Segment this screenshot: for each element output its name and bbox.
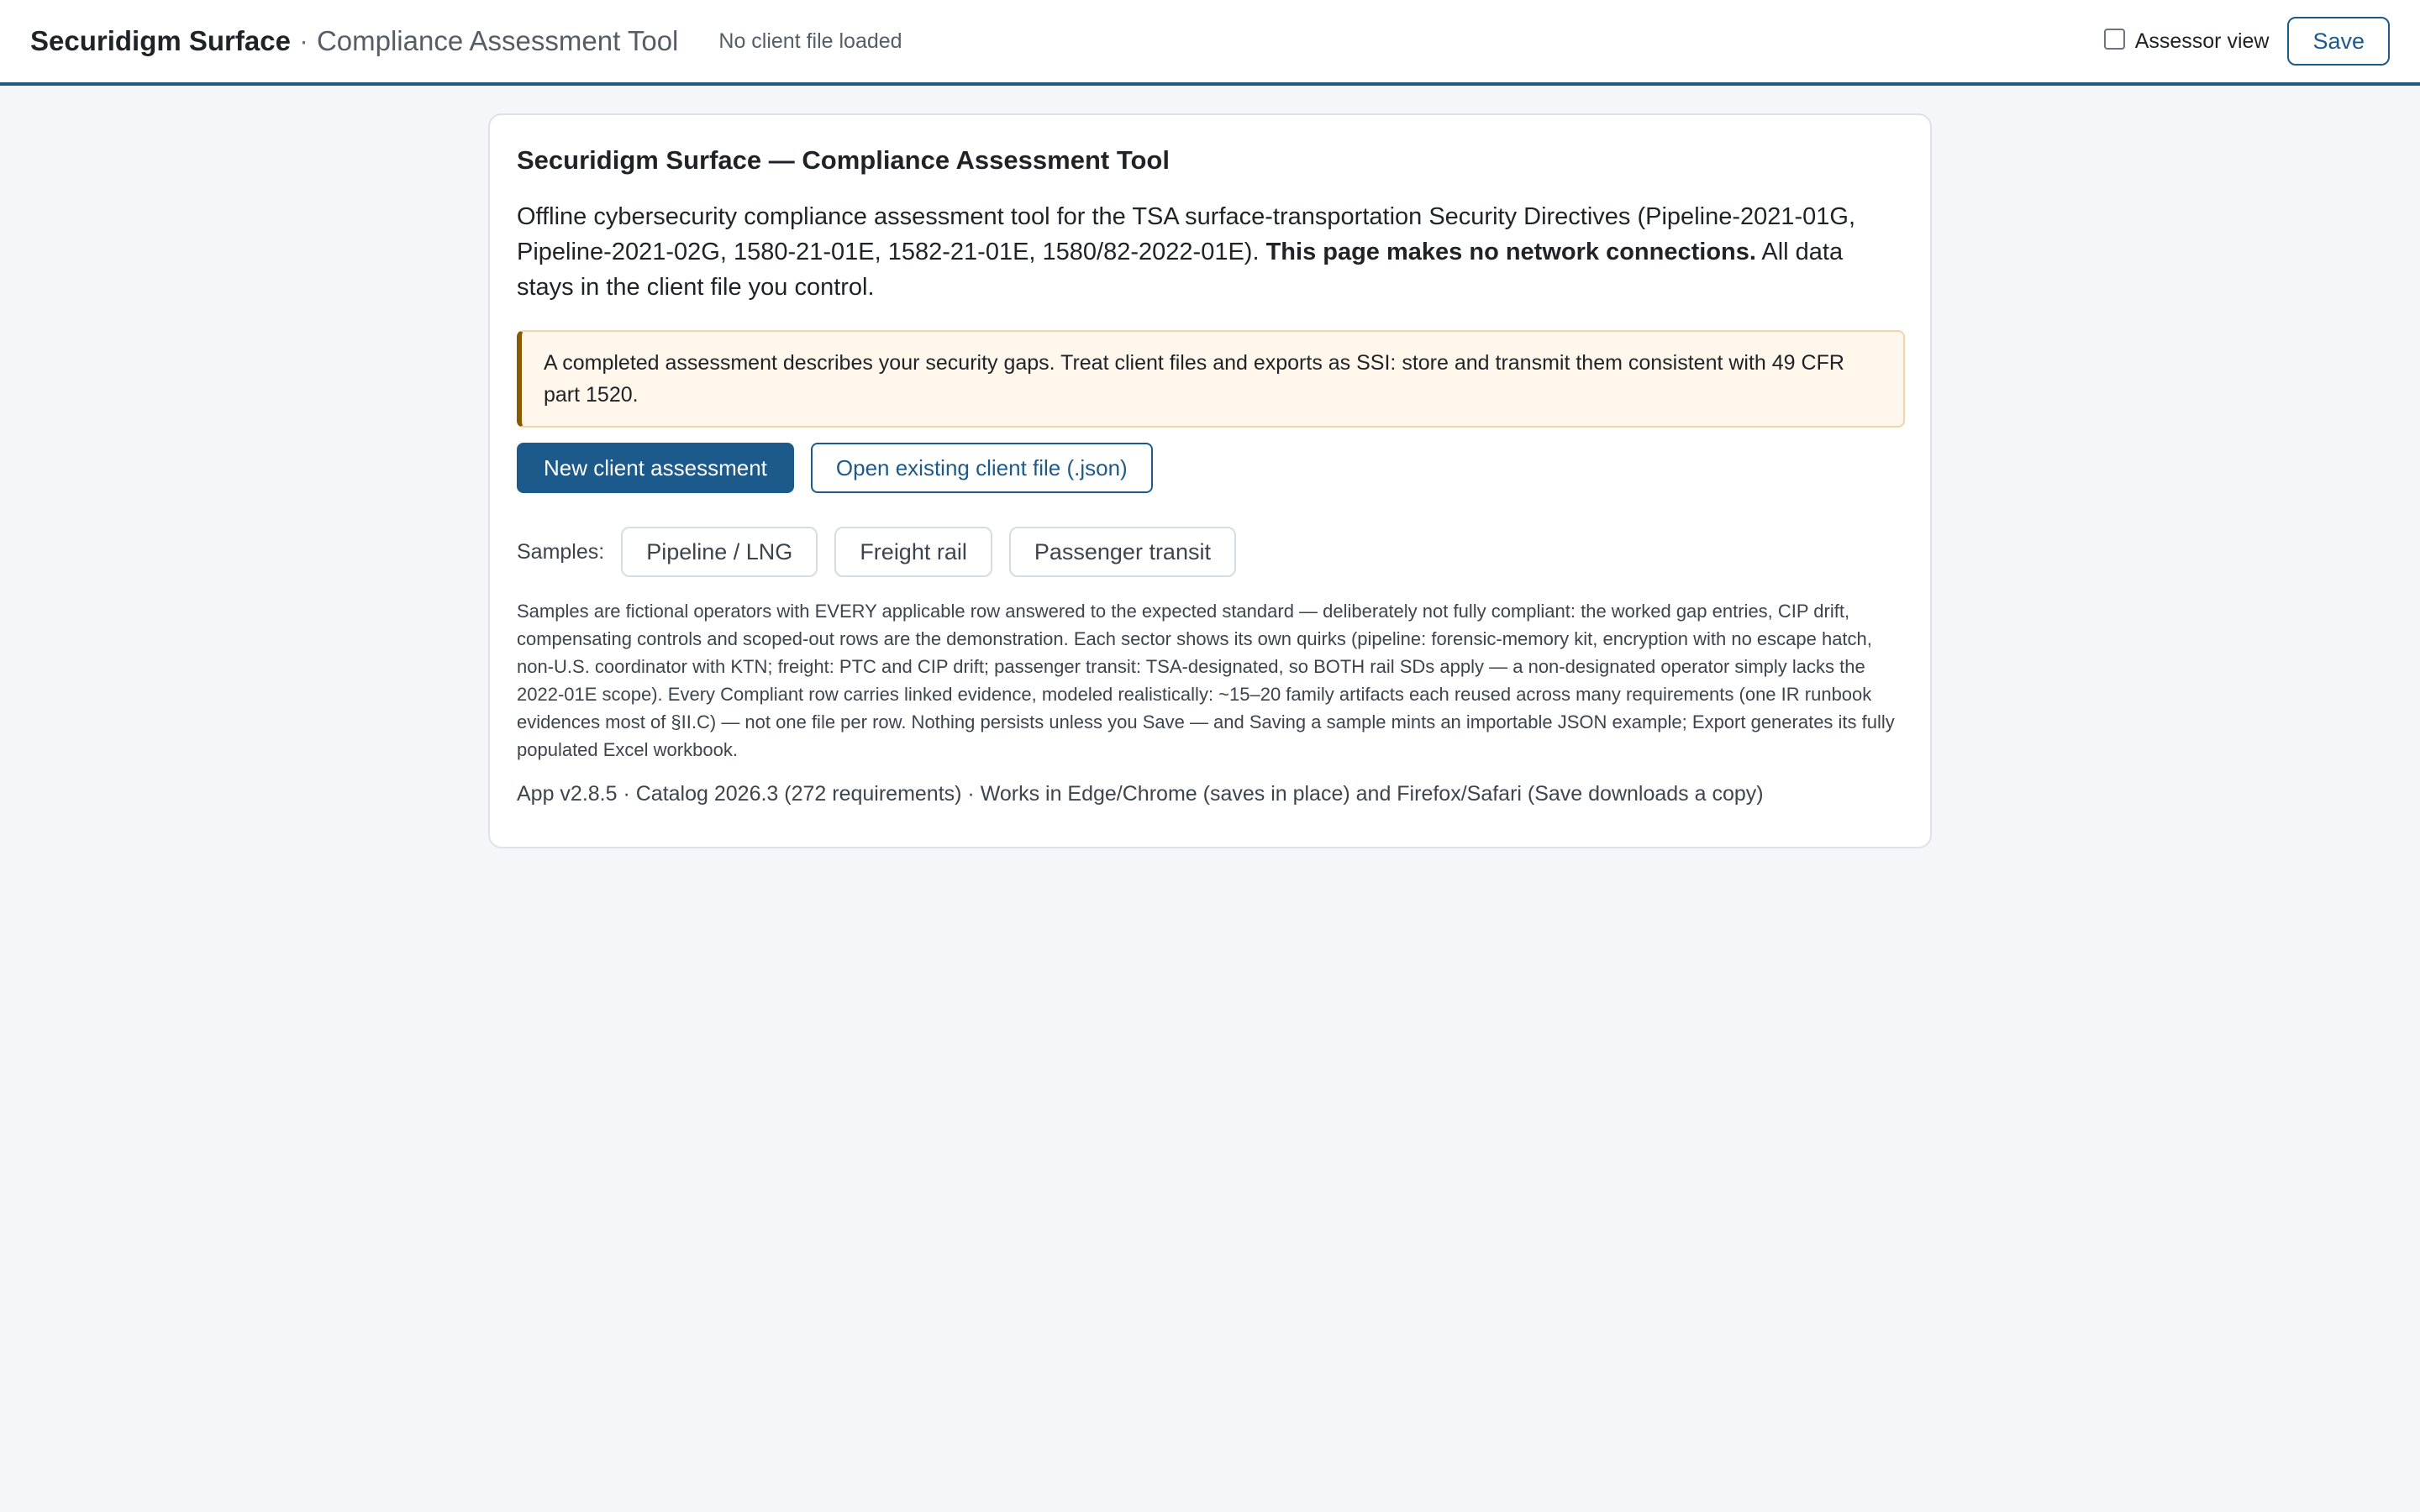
intro-bold: This page makes no network connections. [1265, 239, 1756, 265]
primary-actions [517, 443, 1903, 493]
intro-tail: All data stays in the client file you control. [517, 239, 1844, 301]
version-info: App v2.8.5 · Catalog 2026.3 (272 requirements) · Works in Edge/Chrome (saves in place) and Firefox/Safari (Save downloads a copy) [517, 782, 1764, 806]
samples-note: Samples are fictional operators with EVERY applicable row answered to the expected standard — deliberately not fully compliant: the worked gap entries, CIP drift, compensating controls and scoped-out rows are the demonstration. Each sector shows its own quirks (pipeline: forensic-memory kit, encryption with no escape hatch, non-U.S. coordinator with KTN; freight: PTC and CIP drift; passenger transit: TSA-designated, so BOTH rail SDs apply — a non-designated operator simply lacks the 2022-01E scope). Every Compliant row carries linked evidence, modeled realistically: ~15–20 family artifacts each reused across many requirements (one IR runbook evidences most of §II.C) — not one file per row. Nothing persists unless you Save — and Saving a sample mints an importable JSON example; Export generates its fully populated Excel workbook. [517, 601, 1895, 760]
welcome-card [488, 113, 1932, 848]
assessor-view-checkbox[interactable] [2104, 29, 2125, 50]
assessor-view-toggle[interactable] [2104, 29, 2270, 54]
assessor-view-label: Assessor view [2134, 29, 2270, 53]
intro-text: Offline cybersecurity compliance assessment tool for the TSA surface-transportation Security Directives (Pipeline-2021-01G, Pipeline-2021-02G, 1580-21-01E, 1582-21-01E, 1580/82-2022-01E). [517, 203, 1856, 265]
brand-separator: · [298, 25, 308, 56]
intro-paragraph [517, 199, 1903, 305]
top-bar [0, 0, 2420, 86]
sample-freight-rail-button[interactable]: Freight rail [834, 527, 992, 577]
open-client-file-button[interactable]: Open existing client file (.json) [811, 443, 1153, 493]
file-status: No client file loaded [718, 29, 902, 53]
app-subtitle: Compliance Assessment Tool [316, 25, 679, 56]
sample-pipeline-button[interactable]: Pipeline / LNG [621, 527, 818, 577]
samples-label: Samples: [517, 539, 605, 564]
save-button[interactable]: Save [2287, 17, 2390, 66]
samples-row [517, 527, 1903, 577]
sample-passenger-transit-button[interactable]: Passenger transit [1009, 527, 1236, 577]
app-brand: Securidigm Surface [30, 25, 291, 56]
card-title: Securidigm Surface — Compliance Assessment Tool [517, 145, 1170, 175]
new-client-assessment-button[interactable]: New client assessment [517, 443, 794, 493]
top-bar-actions [2104, 17, 2390, 66]
ssi-warning: A completed assessment describes your security gaps. Treat client files and exports as SSI: store and transmit them consistent with 49 CFR part 1520. [517, 330, 1905, 428]
